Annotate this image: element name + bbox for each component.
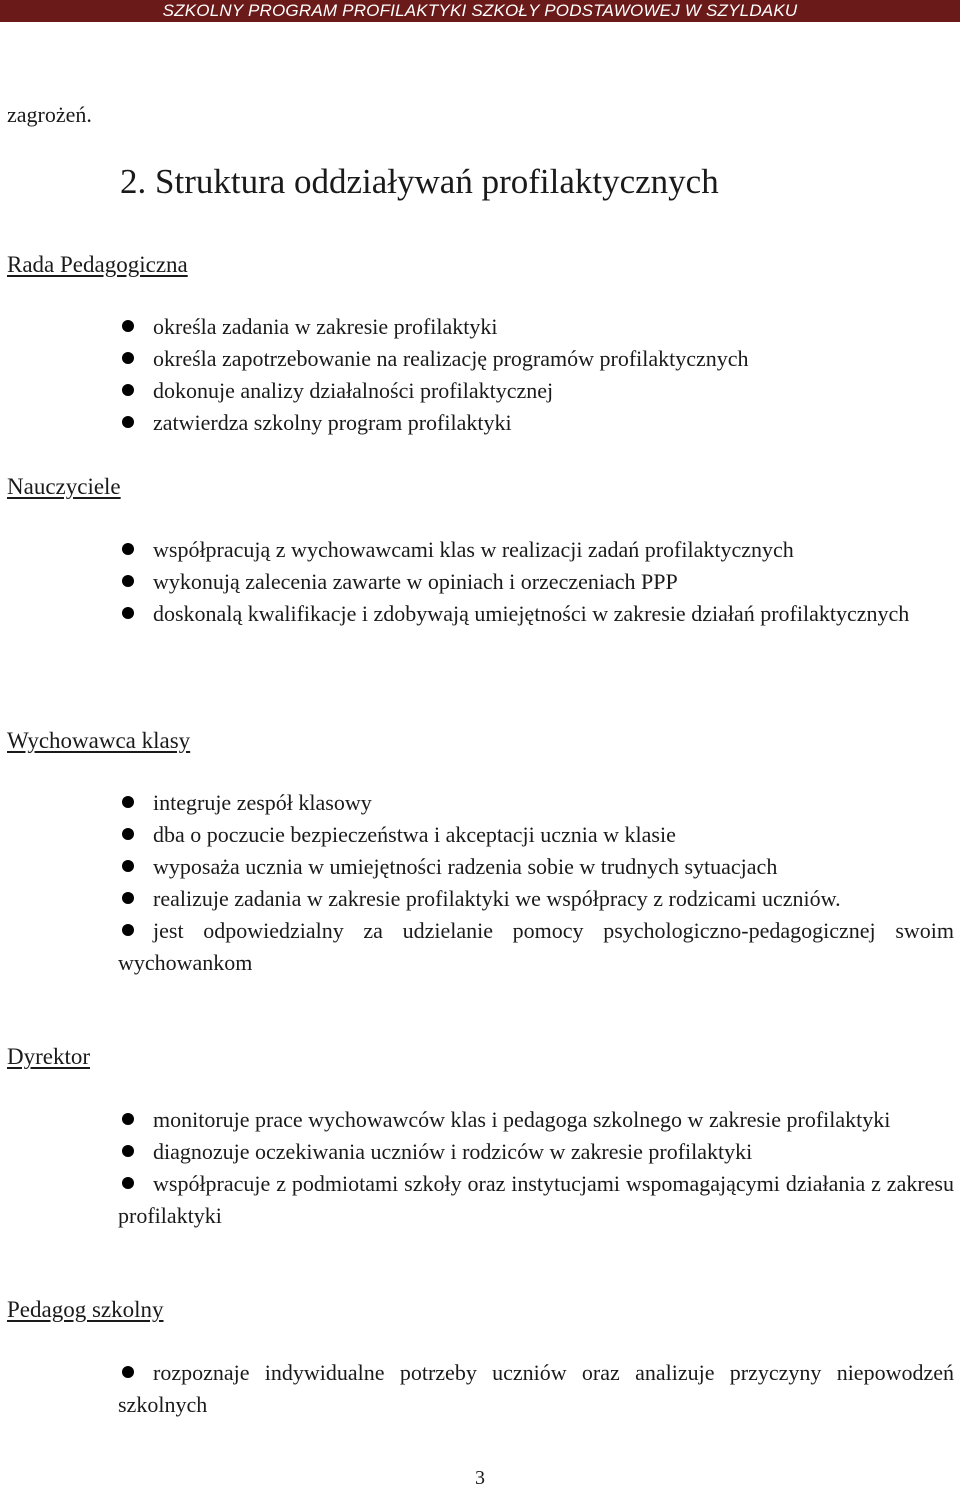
bullet-icon (122, 1113, 134, 1125)
bullet-icon (122, 924, 134, 936)
list-item: rozpoznaje indywidualne potrzeby uczniów oraz analizuje przyczyny niepowodzeń szkolnych (118, 1360, 954, 1417)
bullet-icon (122, 320, 134, 332)
bullet-icon (122, 575, 134, 587)
list-item: wyposaża ucznia w umiejętności radzenia sobie w trudnych sytuacjach (118, 851, 954, 883)
list-item: współpracuje z podmiotami szkoły oraz instytucjami wspomagającymi działania z zakresu profilaktyki (118, 1171, 954, 1228)
nauczyciele-list (118, 534, 954, 630)
bullet-icon (122, 1177, 134, 1189)
page-header: SZKOLNY PROGRAM PROFILAKTYKI SZKOŁY PODSTAWOWEJ W SZYLDAKU (0, 0, 960, 22)
role-heading-pedagog-szkolny: Pedagog szkolny (7, 1297, 164, 1322)
role-heading-nauczyciele: Nauczyciele (7, 474, 121, 499)
rada-pedagogiczna-list (118, 311, 954, 439)
list-item: zatwierdza szkolny program profilaktyki (118, 407, 954, 439)
bullet-icon (122, 860, 134, 872)
bullet-icon (122, 892, 134, 904)
list-item: współpracują z wychowawcami klas w realizacji zadań profilaktycznych (118, 534, 954, 566)
list-item: jest odpowiedzialny za udzielanie pomocy psychologiczno-pedagogicznej swoim wychowankom (118, 918, 954, 975)
wychowawca-klasy-list (118, 787, 954, 979)
list-item: dokonuje analizy działalności profilaktycznej (118, 375, 954, 407)
section-title: 2. Struktura oddziaływań profilaktycznych (120, 162, 719, 201)
page-number: 3 (475, 1467, 485, 1489)
bullet-icon (122, 384, 134, 396)
bullet-icon (122, 416, 134, 428)
list-item: wykonują zalecenia zawarte w opiniach i orzeczeniach PPP (118, 566, 954, 598)
bullet-icon (122, 543, 134, 555)
role-heading-rada-pedagogiczna: Rada Pedagogiczna (7, 252, 188, 277)
bullet-icon (122, 796, 134, 808)
list-item: określa zadania w zakresie profilaktyki (118, 311, 954, 343)
bullet-icon (122, 1145, 134, 1157)
bullet-icon (122, 607, 134, 619)
list-item: dba o poczucie bezpieczeństwa i akceptacji ucznia w klasie (118, 819, 954, 851)
list-item: doskonalą kwalifikacje i zdobywają umiejętności w zakresie działań profilaktycznych (118, 598, 954, 630)
previous-page-continuation: zagrożeń. (7, 102, 92, 127)
list-item: diagnozuje oczekiwania uczniów i rodziców w zakresie profilaktyki (118, 1136, 954, 1168)
role-heading-wychowawca-klasy: Wychowawca klasy (7, 728, 191, 753)
pedagog-szkolny-list (118, 1357, 954, 1421)
bullet-icon (122, 352, 134, 364)
list-item: integruje zespół klasowy (118, 787, 954, 819)
role-heading-dyrektor: Dyrektor (7, 1044, 91, 1069)
dyrektor-list (118, 1104, 954, 1232)
bullet-icon (122, 1366, 134, 1378)
list-item: monitoruje prace wychowawców klas i pedagoga szkolnego w zakresie profilaktyki (118, 1104, 954, 1136)
list-item: określa zapotrzebowanie na realizację programów profilaktycznych (118, 343, 954, 375)
bullet-icon (122, 828, 134, 840)
list-item: realizuje zadania w zakresie profilaktyki we współpracy z rodzicami uczniów. (118, 883, 954, 915)
